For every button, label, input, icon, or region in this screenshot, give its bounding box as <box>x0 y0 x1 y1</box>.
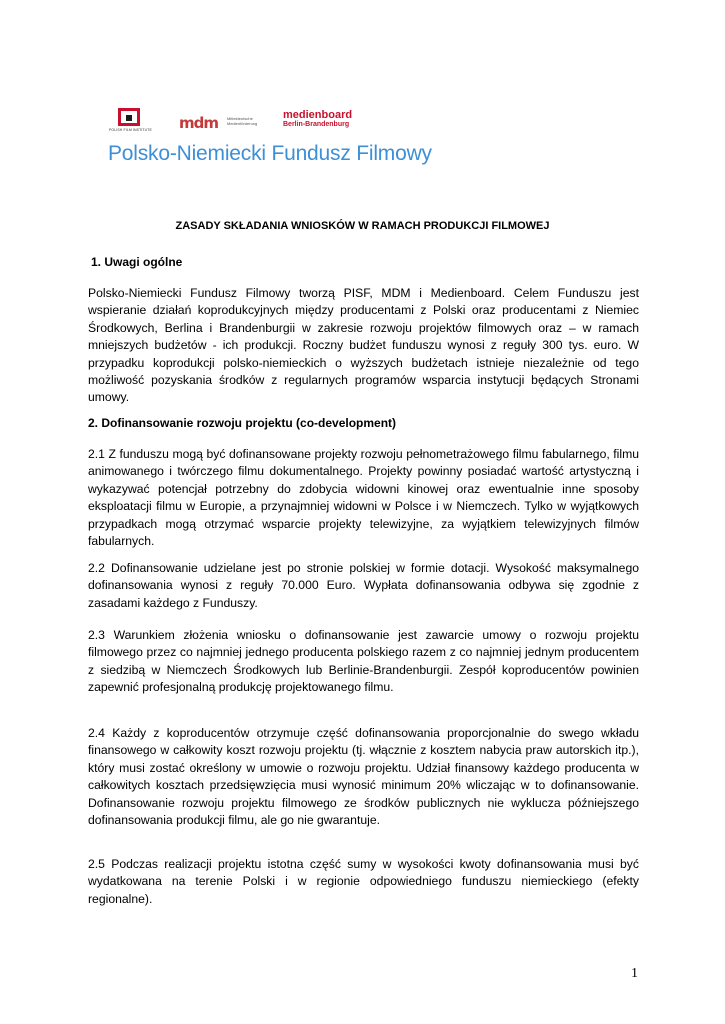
section-2-title: 2. Dofinansowanie rozwoju projektu (co-development) <box>88 416 397 430</box>
paragraph-2-5: 2.5 Podczas realizacji projektu istotna część sumy w wysokości kwoty dofinansowania musi być wydatkowana na terenie Polski i w regionie odpowiedniego funduszu niemieckiego (efekty regionalne). <box>88 857 639 906</box>
paragraph-2-1: 2.1 Z funduszu mogą być dofinansowane projekty rozwoju pełnometrażowego filmu fabularnego, filmu animowanego i twórczego filmu dokumentalnego. Projekty powinny posiadać wartość artystyczną i wykazywać potencjał potrzebny do zdobycia widowni kinowej oraz ewentualnie inne sposoby eksploatacji filmu w Europie, a przynajmniej widowni w Polsce i w Niemczech. Tylko w wyjątkowych przypadkach mogą otrzymać wsparcie projekty telewizyjne, za wyjątkiem telewizyjnych filmów fabularnych. <box>88 447 639 549</box>
section-1-paragraph: Polsko-Niemiecki Fundusz Filmowy tworzą PISF, MDM i Medienboard. Celem Funduszu jest wspieranie działań koprodukcyjnych między producentami z Polski oraz producentami z Niemiec Środkowych, Berlina i Brandenburgii w zakresie rozwoju projektów filmowych oraz – w ramach mniejszych budżetów - ich produkcji. Roczny budżet funduszu wynosi z reguły 300 tys. euro. W przypadku koprodukcji polsko-niemieckich o wyższych budżetach istnieje niezależnie od tego możliwość pozyskania środków z regularnych programów wsparcia instytucji będących Stronami umowy. <box>88 286 639 405</box>
fund-title: Polsko-Niemiecki Fundusz Filmowy <box>108 142 432 165</box>
mdm-logo-mark: mdm <box>179 114 218 132</box>
pisf-logo-mark <box>118 108 140 126</box>
pisf-logo-caption: POLISH FILM INSTITUTE <box>109 128 152 132</box>
medienboard-logo <box>283 110 352 129</box>
medienboard-logo-line1: medienboard <box>283 109 353 121</box>
page-number: 1 <box>631 966 638 981</box>
paragraph-2-3: 2.3 Warunkiem złożenia wniosku o dofinansowanie jest zawarcie umowy o rozwoju projektu filmowego przez co najmniej jednego producenta polskiego razem z co najmniej jednym producentem z siedzibą w Niemczech Środkowych lub Berlinie-Brandenburgii. Zespół koproducentów powinien zapewnić profesjonalną produkcję projektowanego filmu. <box>88 628 639 695</box>
section-1-title: 1. Uwagi ogólne <box>91 255 183 269</box>
mdm-logo <box>179 114 269 134</box>
mdm-logo-text: Mitteldeutsche Medienförderung <box>227 116 258 126</box>
pisf-logo <box>109 108 152 136</box>
document-heading: ZASADY SKŁADANIA WNIOSKÓW W RAMACH PRODUKCJI FILMOWEJ <box>175 220 550 232</box>
paragraph-2-4: 2.4 Każdy z koproducentów otrzymuje część dofinansowania proporcjonalnie do swego wkładu finansowego w całkowity koszt rozwoju projektu (tj. włącznie z kosztem nabycia praw autorskich itp.), który musi zostać określony w umowie o rozwoju projektu. Udział finansowy każdego producenta w całkowitych kosztach przedsięwzięcia musi wynosić minimum 20% wliczając w to dofinansowanie. Dofinansowanie rozwoju projektu filmowego ze środków publicznych nie wyklucza późniejszego dofinansowania produkcji filmu, ale go nie gwarantuje. <box>88 726 639 828</box>
medienboard-logo-line2: Berlin-Brandenburg <box>283 121 350 128</box>
paragraph-2-2: 2.2 Dofinansowanie udzielane jest po stronie polskiej w formie dotacji. Wysokość maksymalnego dofinansowania wynosi z reguły 70.000 Euro. Wypłata dofinansowania odbywa się zgodnie z zasadami każdego z Funduszy. <box>88 561 639 610</box>
